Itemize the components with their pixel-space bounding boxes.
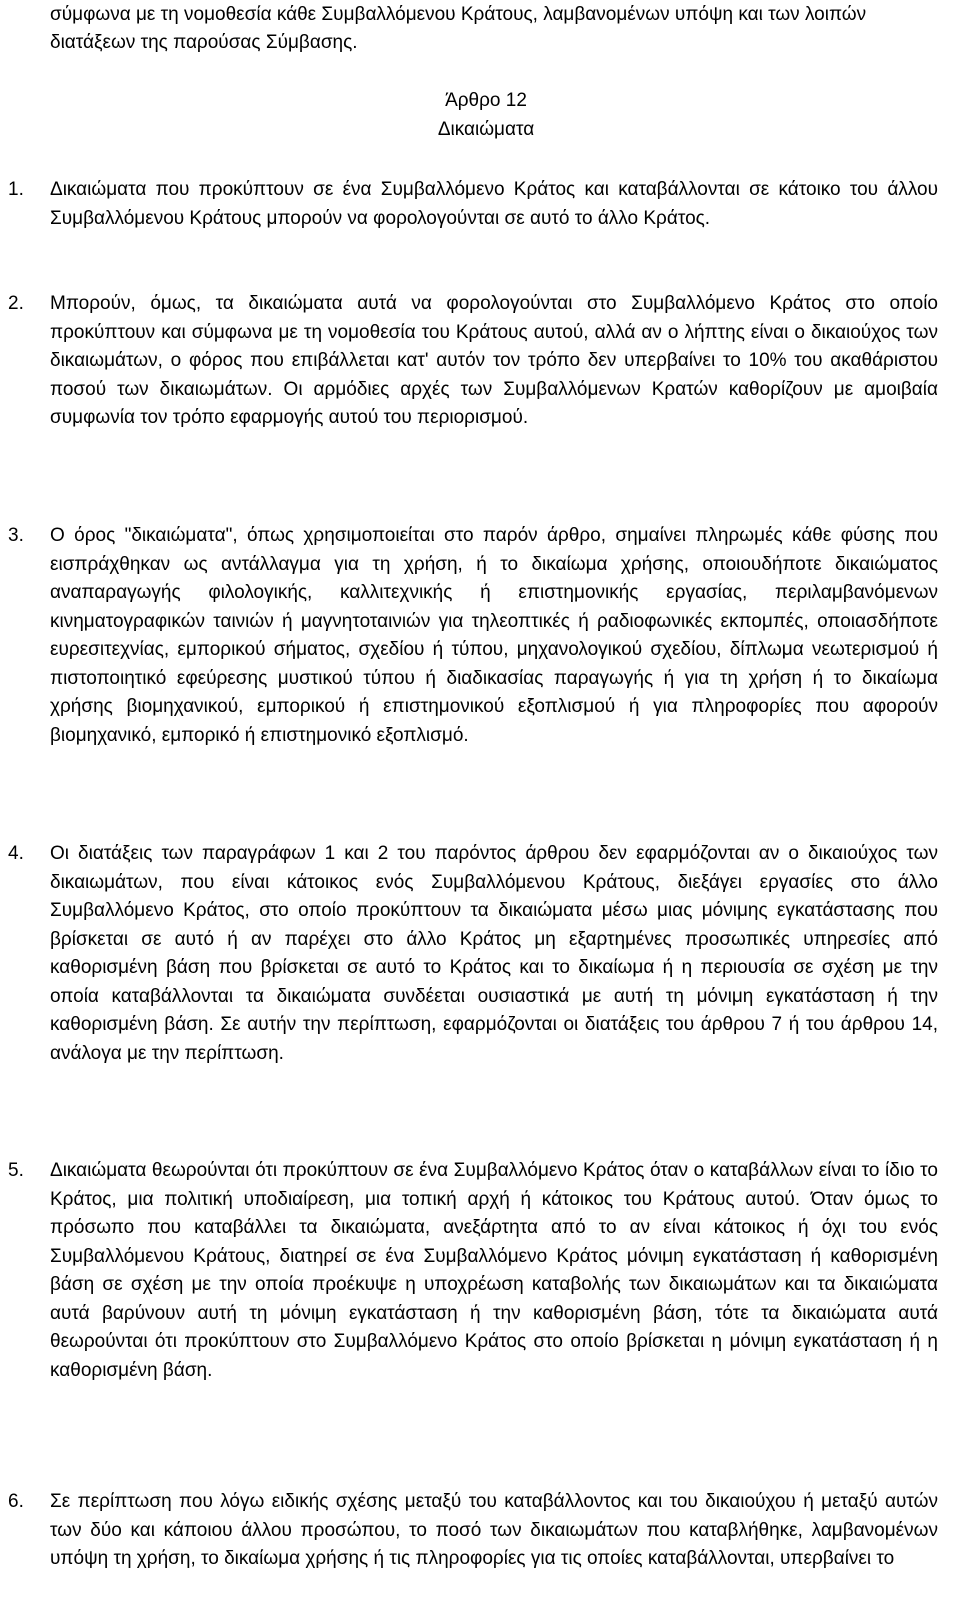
- article-title: Δικαιώματα: [437, 119, 535, 140]
- article-number: Άρθρο 12: [445, 90, 527, 111]
- paragraph-text: Οι διατάξεις των παραγράφων 1 και 2 του παρόντος άρθρου δεν εφαρμόζονται αν ο δικαιούχος των δικαιωμάτων, που είναι κάτοικος ενός Συμβαλλόμενου Κράτους, διεξάγει εργασίες στο άλλο Συμβαλλόμενο Κράτος, στο οποίο προκύπτουν τα δικαιώματα μέσω μιας μόνιμης εγκατάστασης που βρίσκεται σε αυτό ή αν παρέχει στο άλλο Κράτος μη εξαρτημένες προσωπικές υπηρεσίες από καθορισμένη βάση που βρίσκεται σε αυτό το Κράτος και το δικαίωμα ή η περιουσία σε σχέση με την οποία καταβάλλονται τα δικαιώματα συνδέεται ουσιαστικά με αυτή τη μόνιμη εγκατάσταση ή την καθορισμένη βάση. Σε αυτήν την περίπτωση, εφαρμόζονται οι διατάξεις του άρθρου 7 ή του άρθρου 14, ανάλογα με την περίπτωση.: [50, 843, 938, 1064]
- intro-text: σύμφωνα με τη νομοθεσία κάθε Συμβαλλόμενου Κράτους, λαμβανομένων υπόψη και των λοιπών διατάξεων της παρούσας Σύμβασης.: [50, 4, 867, 53]
- paragraph-text: Δικαιώματα που προκύπτουν σε ένα Συμβαλλόμενο Κράτος και καταβάλλονται σε κάτοικο του άλλου Συμβαλλόμενου Κράτους μπορούν να φορολογούνται σε αυτό το άλλο Κράτος.: [50, 179, 938, 229]
- paragraph-number: 1.: [8, 179, 24, 200]
- paragraph-number: 2.: [8, 293, 24, 314]
- paragraph-number: 3.: [8, 525, 24, 546]
- paragraph-text: Ο όρος "δικαιώματα", όπως χρησιμοποιείται στο παρόν άρθρο, σημαίνει πληρωμές κάθε φύσης που εισπράχθηκαν ως αντάλλαγμα για τη χρήση, ή το δικαίωμα χρήσης, οποιουδήποτε δικαιώματος αναπαραγωγής φιλολογικής, καλλιτεχνικής ή επιστημονικής εργασίας, περιλαμβανόμενων κινηματογραφικών ταινιών ή μαγνητοταινιών για τηλεοπτικές ή ραδιοφωνικές εκπομπές, οποιασδήποτε ευρεσιτεχνίας, εμπορικού σήματος, σχεδίου ή τύπου, μηχανολογικού σχεδίου, δίπλωμα νεωτερισμού ή πιστοποιητικό εφεύρεσης μυστικού τύπου ή διαδικασίας παραγωγής ή για τη χρήση ή το δικαίωμα χρήσης βιομηχανικού, εμπορικού ή επιστημονικού εξοπλισμού ή για πληροφορίες που αφορούν βιομηχανικό, εμπορικό ή επιστημονικό εξοπλισμό.: [50, 525, 938, 746]
- paragraph-number: 4.: [8, 843, 24, 864]
- paragraph-number: 6.: [8, 1491, 24, 1512]
- paragraph-text: Μπορούν, όμως, τα δικαιώματα αυτά να φορολογούνται στο Συμβαλλόμενο Κράτος στο οποίο προκύπτουν και σύμφωνα με τη νομοθεσία του Κράτους αυτού, αλλά αν ο λήπτης είναι ο δικαιούχος των δικαιωμάτων, ο φόρος που επιβάλλεται κατ' αυτόν τον τρόπο δεν υπερβαίνει το 10% του ακαθάριστου ποσού των δικαιωμάτων. Οι αρμόδιες αρχές των Συμβαλλόμενων Κρατών καθορίζουν με αμοιβαία συμφωνία τον τρόπο εφαρμογής αυτού του περιορισμού.: [50, 293, 938, 428]
- paragraph-text: Σε περίπτωση που λόγω ειδικής σχέσης μεταξύ του καταβάλλοντος και του δικαιούχου ή μεταξύ αυτών των δύο και κάποιου άλλου προσώπου, το ποσό των δικαιωμάτων που καταβλήθηκε, λαμβανομένων υπόψη τη χρήση, το δικαίωμα χρήσης ή τις πληροφορίες για τις οποίες καταβάλλονται, υπερβαίνει το: [50, 1491, 938, 1569]
- paragraph-text: Δικαιώματα θεωρούνται ότι προκύπτουν σε ένα Συμβαλλόμενο Κράτος όταν ο καταβάλλων είναι το ίδιο το Κράτος, μια πολιτική υποδιαίρεση, μια τοπική αρχή ή κάτοικος του Κράτους αυτού. Όταν όμως το πρόσωπο που καταβάλλει τα δικαιώματα, ανεξάρτητα από το αν είναι κάτοικος ή όχι του ενός Συμβαλλόμενου Κράτους, διατηρεί σε ένα Συμβαλλόμενο Κράτος μόνιμη εγκατάσταση ή καθορισμένη βάση σε σχέση με την οποία προέκυψε η υποχρέωση καταβολής των δικαιωμάτων και τα δικαιώματα αυτά βαρύνουν αυτή τη μόνιμη εγκατάσταση ή την καθορισμένη βάση, τότε τα δικαιώματα αυτά θεωρούνται ότι προκύπτουν στο Συμβαλλόμενο Κράτος στο οποίο βρίσκεται η μόνιμη εγκατάσταση ή η καθορισμένη βάση.: [50, 1160, 938, 1381]
- paragraph-number: 5.: [8, 1160, 24, 1181]
